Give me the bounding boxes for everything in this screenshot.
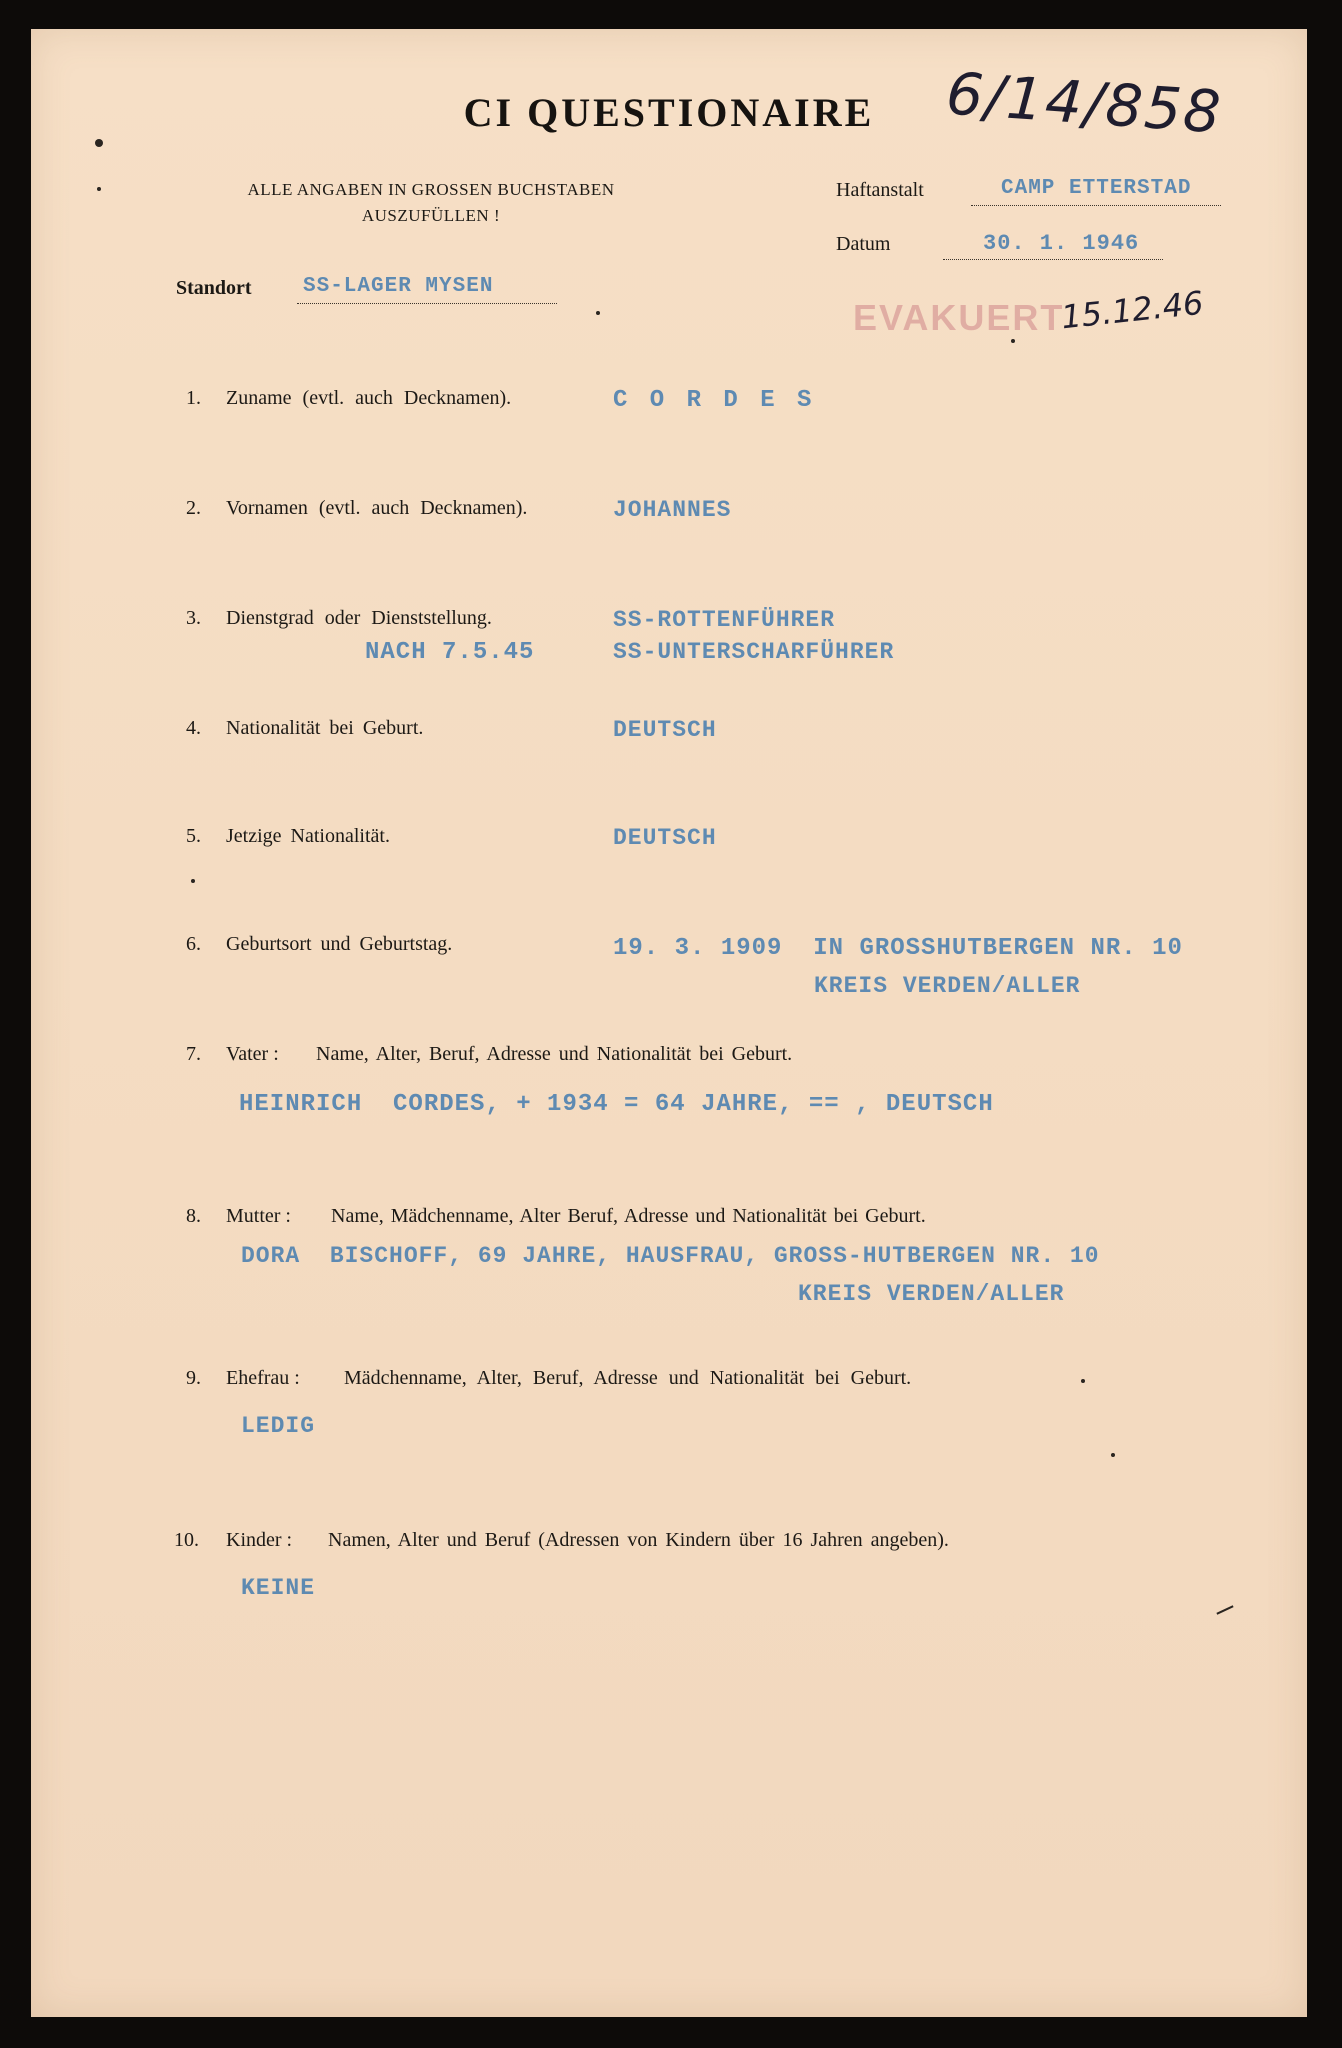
handwritten-date: 15.12.46 [1059, 283, 1206, 337]
paper-speck [1111, 1453, 1115, 1457]
q1-number: 1. [186, 387, 201, 409]
haftanstalt-label: Haftanstalt [836, 179, 924, 201]
q10-label-a: Kinder : [226, 1529, 293, 1551]
q4-label: Nationalität bei Geburt. [226, 717, 424, 739]
q7-number: 7. [186, 1043, 201, 1065]
q3-answer-line2: SS-UNTERSCHARFÜHRER [613, 639, 895, 665]
q6-answer: 19. 3. 1909 IN GROSSHUTBERGEN NR. 10 [613, 935, 1183, 962]
q2-number: 2. [186, 497, 201, 519]
q6-answer-line2: KREIS VERDEN/ALLER [814, 973, 1081, 999]
form-title: CI QUESTIONAIRE [463, 90, 875, 135]
datum-label: Datum [836, 233, 891, 255]
questionnaire-page [31, 29, 1307, 2017]
datum-field [943, 229, 1163, 260]
q9-label-b: Mädchenname, Alter, Beruf, Adresse und Nationalität bei Geburt. [344, 1367, 912, 1389]
paper-speck [596, 311, 600, 315]
q6-label: Geburtsort und Geburtstag. [226, 933, 453, 955]
standort-field [297, 273, 557, 304]
q9-label-a: Ehefrau : [226, 1367, 300, 1389]
q7-answer: HEINRICH CORDES, + 1934 = 64 JAHRE, == , DEUTSCH [239, 1091, 994, 1118]
q9-number: 9. [186, 1367, 201, 1389]
q3-number: 3. [186, 607, 201, 629]
q8-label-b: Name, Mädchenname, Alter Beruf, Adresse und Nationalität bei Geburt. [331, 1205, 926, 1227]
q8-answer-line2: KREIS VERDEN/ALLER [798, 1281, 1065, 1307]
q2-answer: JOHANNES [613, 497, 732, 523]
standort-value: SS-LAGER MYSEN [303, 275, 494, 298]
q8-label-a: Mutter : [226, 1205, 291, 1227]
q3-note: NACH 7.5.45 [365, 639, 535, 666]
q1-label: Zuname (evtl. auch Decknamen). [226, 387, 512, 409]
standort-label: Standort [176, 277, 252, 299]
q9-answer: LEDIG [241, 1413, 316, 1439]
q5-answer: DEUTSCH [613, 825, 717, 851]
q10-answer: KEINE [241, 1575, 316, 1601]
q7-label-a: Vater : [226, 1043, 279, 1065]
q4-answer: DEUTSCH [613, 717, 717, 743]
instruction-line-2: AUSZUFÜLLEN ! [361, 206, 501, 225]
instruction-note [161, 177, 701, 229]
paper-mark [95, 139, 103, 147]
haftanstalt-value: CAMP ETTERSTAD [1001, 177, 1192, 200]
q2-label: Vornamen (evtl. auch Decknamen). [226, 497, 528, 519]
q8-number: 8. [186, 1205, 201, 1227]
pen-mark [1216, 1605, 1233, 1614]
q10-label-b: Namen, Alter und Beruf (Adressen von Kindern über 16 Jahren angeben). [328, 1529, 949, 1551]
datum-value: 30. 1. 1946 [983, 231, 1140, 256]
q4-number: 4. [186, 717, 201, 739]
paper-speck [97, 187, 101, 191]
instruction-line-1: ALLE ANGABEN IN GROSSEN BUCHSTABEN [247, 180, 615, 199]
paper-speck [1011, 339, 1015, 343]
handwritten-reference: 6/14/858 [943, 59, 1225, 147]
q1-answer: C O R D E S [613, 387, 816, 414]
q10-number: 10. [174, 1529, 199, 1551]
evakuert-stamp: EVAKUERT [853, 297, 1065, 338]
q3-label: Dienstgrad oder Dienststellung. [226, 607, 492, 629]
q5-number: 5. [186, 825, 201, 847]
paper-speck [191, 879, 195, 883]
q7-label-b: Name, Alter, Beruf, Adresse und Nationalität bei Geburt. [316, 1043, 793, 1065]
q3-answer: SS-ROTTENFÜHRER [613, 607, 836, 633]
paper-speck [1081, 1379, 1085, 1383]
haftanstalt-field [971, 175, 1221, 206]
q5-label: Jetzige Nationalität. [226, 825, 390, 847]
q6-number: 6. [186, 933, 201, 955]
q8-answer: DORA BISCHOFF, 69 JAHRE, HAUSFRAU, GROSS-HUTBERGEN NR. 10 [241, 1243, 1100, 1269]
